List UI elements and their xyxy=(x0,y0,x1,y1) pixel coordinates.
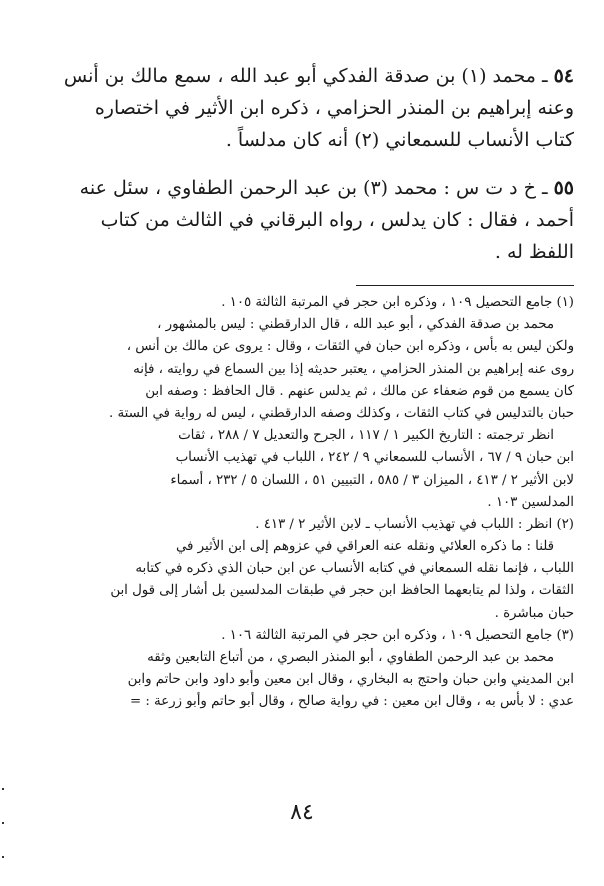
footnote-line: عدي : لا بأس به ، وقال ابن معين : في رواية صالح ، وقال أبو حاتم وأبو زرعة : = xyxy=(129,694,574,710)
footnote-line: المدلسين ١٠٣ . xyxy=(487,494,574,510)
footnote-2 xyxy=(56,514,574,625)
footnote-divider xyxy=(356,285,574,286)
footnote-line: انظر ترجمته : التاريخ الكبير ١ / ١١٧ ، الجرح والتعديل ٧ / ٢٨٨ ، ثقات xyxy=(178,428,554,444)
footnote-line: محمد بن صدقة الفدكي ، أبو عبد الله ، قال الدارقطني : ليس بالمشهور ، xyxy=(157,317,554,333)
footnote-line: محمد بن عبد الرحمن الطفاوي ، أبو المنذر البصري ، من أتباع التابعين وثقه xyxy=(147,650,554,665)
footnote-line: لابن الأثير ٢ / ٤١٣ ، الميزان ٣ / ٥٨٥ ، التبيين ٥١ ، اللسان ٥ / ٢٣٢ ، أسماء xyxy=(170,472,574,488)
footnote-line: ابن المديني وابن حبان واحتج به البخاري ، وقال ابن معين وأبو داود وابن حاتم وابن xyxy=(127,672,574,688)
scan-speck xyxy=(2,788,4,790)
footnote-line: قلنا : ما ذكره العلائي ونقله عنه العراقي في عزوهم إلى ابن الأثير في xyxy=(175,539,554,555)
footnote-line: كان يسمع من قوم ضعفاء عن مالك ، ثم يدلس عنهم . قال الحافظ : وصفه ابن xyxy=(145,383,574,399)
footnote-line: ولكن ليس به بأس ، وذكره ابن حبان في الثقات ، وقال : يروى عن مالك بن أنس ، xyxy=(126,339,574,355)
footnote-1 xyxy=(56,292,574,514)
entry-line: اللفظ له . xyxy=(494,241,574,263)
scan-speck xyxy=(2,856,4,858)
footnotes xyxy=(56,292,574,714)
footnote-line: (١) جامع التحصيل ١٠٩ ، وذكره ابن حجر في المرتبة الثالثة ١٠٥ . xyxy=(221,295,574,310)
page-number: ٨٤ xyxy=(290,800,314,825)
entry-line: أحمد ، فقال : كان يدلس ، رواه البرقاني في الثالث من كتاب xyxy=(100,209,574,231)
footnote-line: اللباب ، فإنما نقله السمعاني في كتابه الأنساب عن ابن حبان الذي ذكره في كتابه xyxy=(135,561,574,577)
footnote-line: (٢) انظر : اللباب في تهذيب الأنساب ـ لابن الأثير ٢ / ٤١٣ . xyxy=(255,516,574,532)
footnote-line: ابن حبان ٩ / ٦٧ ، الأنساب للسمعاني ٩ / ٢٤٢ ، اللباب في تهذيب الأنساب xyxy=(175,450,574,466)
footnote-line: الثقات ، ولذا لم يتابعهما الحافظ ابن حجر في طبقات المدلسين بل أشار إلى قول ابن xyxy=(110,583,574,599)
entry-line: وعنه إبراهيم بن المنذر الحزامي ، ذكره ابن الأثير في اختصاره xyxy=(94,97,574,119)
entry-54 xyxy=(64,60,574,156)
entry-55 xyxy=(64,172,574,268)
scan-speck xyxy=(2,822,4,824)
entry-number: ٥٥ xyxy=(553,177,574,199)
entry-text: ـ خ د ت س : محمد (٣) بن عبد الرحمن الطفاوي ، سئل عنه xyxy=(79,177,548,199)
entry-line xyxy=(64,172,574,204)
entry-line: كتاب الأنساب للسمعاني (٢) أنه كان مدلساً . xyxy=(225,129,574,151)
footnote-line: حبان بالتدليس في كتاب الثقات ، وكذلك وصفه الدارقطني ، ليس له رواية في الستة . xyxy=(109,405,574,421)
entry-text: ـ محمد (١) بن صدقة الفدكي أبو عبد الله ، سمع مالك بن أنس xyxy=(64,65,548,87)
footnote-3 xyxy=(56,625,574,714)
footnote-line: روى عنه إبراهيم بن المنذر الحزامي ، يعتبر حديثه إذا بين السماع في روايته ، فإنه xyxy=(133,361,574,377)
entry-number: ٥٤ xyxy=(553,65,574,87)
entry-line xyxy=(64,60,574,92)
footnote-line: (٣) جامع التحصيل ١٠٩ ، وذكره ابن حجر في المرتبة الثالثة ١٠٦ . xyxy=(221,627,574,643)
footnote-line: حبان مباشرة . xyxy=(494,605,574,621)
